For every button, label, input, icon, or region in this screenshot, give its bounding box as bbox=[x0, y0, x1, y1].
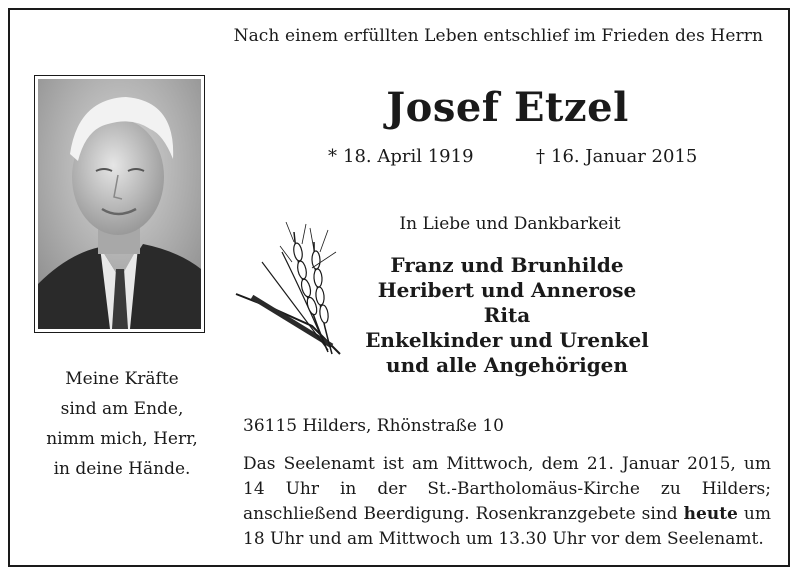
birth-date bbox=[328, 146, 474, 167]
family-member: und alle Angehörigen bbox=[386, 353, 628, 377]
intro-line: Nach einem erfüllten Leben entschlief im Frieden des Herrn bbox=[233, 26, 763, 46]
notice-text: Das Seelenamt ist am Mittwoch, dem 21. Januar 2015, um 14 Uhr in der St.-Bartholomäus-Kirche zu Hilders; anschließend Beerdigung. Rosenkranzgebete sind bbox=[243, 454, 771, 524]
death-cross-icon: † bbox=[536, 146, 545, 167]
funeral-notice bbox=[243, 452, 771, 552]
portrait-photo bbox=[34, 75, 205, 333]
verse-line: in deine Hände. bbox=[53, 459, 191, 479]
verse-line: Meine Kräfte bbox=[65, 369, 179, 389]
mourning-line: In Liebe und Dankbarkeit bbox=[399, 214, 621, 234]
family-member: Rita bbox=[483, 303, 531, 327]
family-list bbox=[346, 253, 668, 378]
family-member: Heribert und Annerose bbox=[377, 278, 637, 302]
wheat-ears-icon bbox=[232, 222, 362, 362]
verse bbox=[22, 364, 222, 484]
death-date-text: 16. Januar 2015 bbox=[551, 146, 698, 167]
birth-star-icon: * bbox=[328, 146, 337, 167]
address: 36115 Hilders, Rhönstraße 10 bbox=[243, 416, 504, 436]
deceased-name: Josef Etzel bbox=[386, 84, 629, 131]
family-member: Franz und Brunhilde bbox=[390, 253, 624, 277]
notice-emphasis: heute bbox=[683, 504, 738, 524]
death-date bbox=[536, 146, 697, 167]
birth-date-text: 18. April 1919 bbox=[343, 146, 474, 167]
portrait-image bbox=[38, 79, 201, 329]
notice-text-end: um 18 Uhr und am Mittwoch um 13.30 Uhr vor dem Seelenamt. bbox=[243, 504, 771, 549]
family-member: Enkelkinder und Urenkel bbox=[365, 328, 649, 352]
verse-line: sind am Ende, bbox=[60, 399, 184, 419]
verse-line: nimm mich, Herr, bbox=[46, 429, 198, 449]
